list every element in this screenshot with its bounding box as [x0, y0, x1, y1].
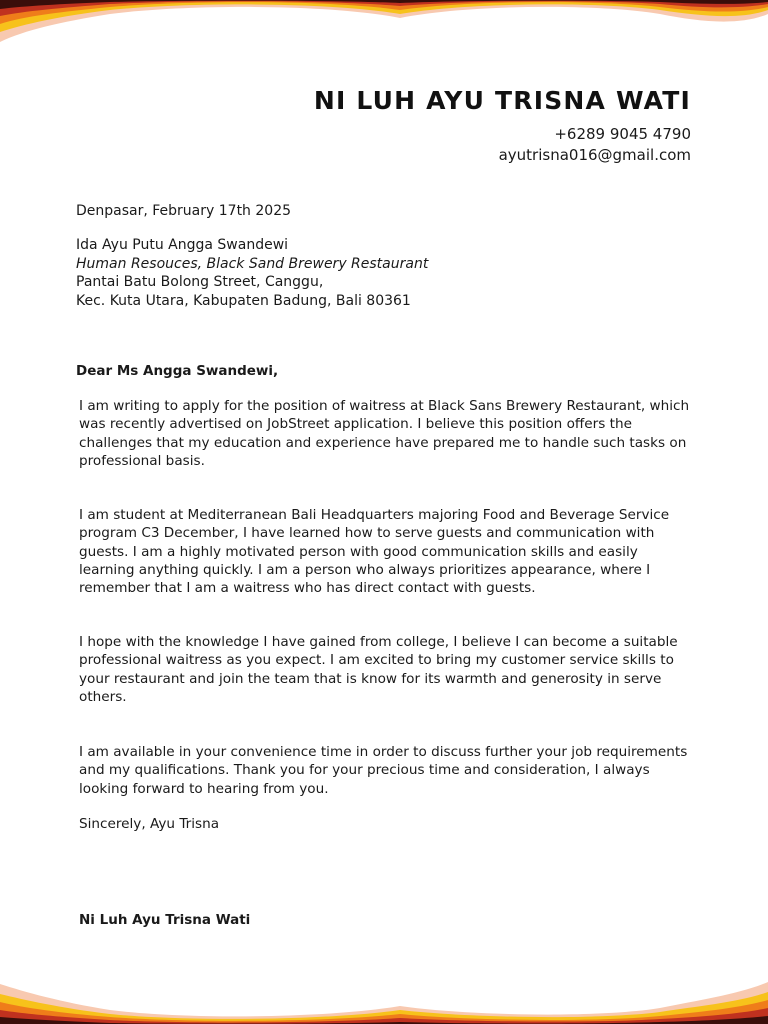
closing-line: Sincerely, Ayu Trisna — [79, 816, 220, 832]
body-paragraph: I am writing to apply for the position of waitress at Black Sans Brewery Restaurant, which was recently advertised on JobStreet application. I believe this position offers the challenges that my education and experience have prepared me to handle such tasks on professional basis. — [79, 398, 690, 469]
body-paragraph: I am available in your convenience time in order to discuss further your job requirements and my qualifications. Thank you for your precious time and consideration, I always looking forward to hearing from you. — [79, 744, 688, 797]
letterhead — [314, 84, 691, 166]
salutation: Dear Ms Angga Swandewi, — [76, 363, 279, 379]
signature-name: Ni Luh Ayu Trisna Wati — [79, 912, 251, 928]
recipient-role: Human Resouces, Black Sand Brewery Restaurant — [76, 255, 429, 272]
sender-phone: +6289 9045 4790 — [554, 125, 691, 143]
recipient-address-block — [76, 236, 428, 310]
sender-name-heading: NI LUH AYU TRISNA WATI — [313, 86, 691, 115]
body-paragraph: I hope with the knowledge I have gained from college, I believe I can become a suitable professional waitress as you expect. I am excited to bring my customer service skills to your restaurant and join the team that is know for its warmth and generosity in serve others. — [79, 634, 678, 705]
sender-email: ayutrisna016@gmail.com — [498, 146, 691, 164]
body-paragraph: I am student at Mediterranean Bali Headquarters majoring Food and Beverage Service program C3 December, I have learned how to serve guests and communication with guests. I am a highly motivated person with good communication skills and easily learning anything quickly. I am a person who always prioritizes appearance, where I remember that I am a waitress who has direct contact with guests. — [79, 507, 670, 597]
recipient-address-line2: Kec. Kuta Utara, Kabupaten Badung, Bali 80361 — [76, 292, 411, 309]
top-wave-decoration — [0, 0, 768, 60]
letter-date: Denpasar, February 17th 2025 — [76, 203, 292, 219]
recipient-address-line1: Pantai Batu Bolong Street, Canggu, — [76, 274, 324, 290]
bottom-wave-decoration — [0, 964, 768, 1024]
recipient-name: Ida Ayu Putu Angga Swandewi — [76, 237, 289, 253]
